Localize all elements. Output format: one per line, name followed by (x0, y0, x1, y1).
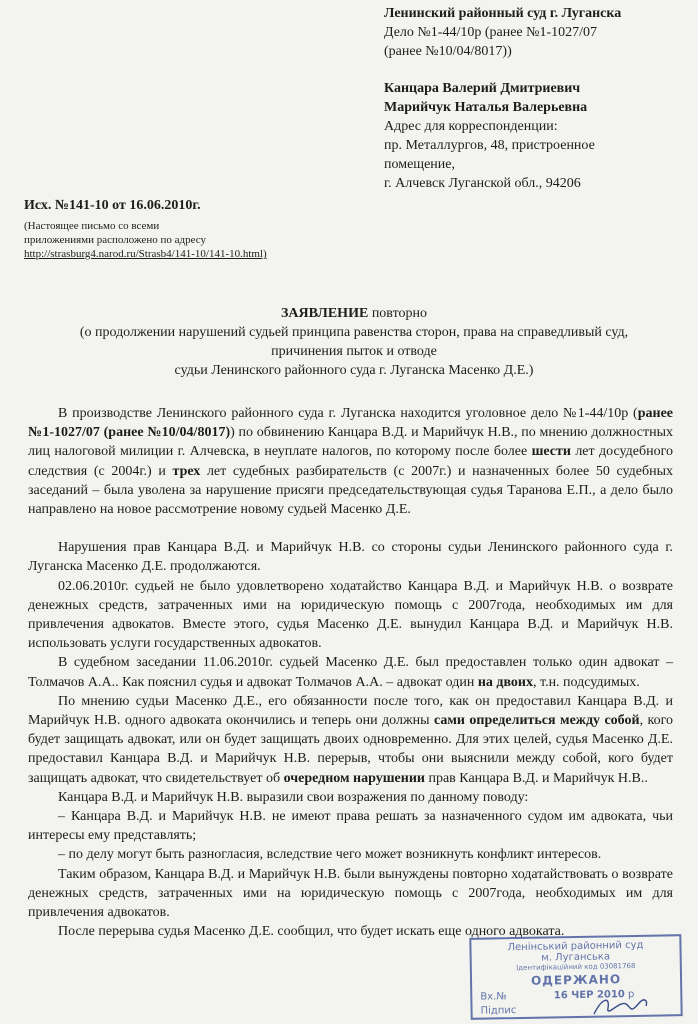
document-link[interactable]: http://strasburg4.narod.ru/Strasb4/141-10/141-10.html) (24, 248, 267, 260)
paragraph-8: – по делу могут быть разногласия, вследствие чего может возникнуть конфликт интересов. (58, 847, 602, 863)
title-repeat: повторно (368, 306, 427, 321)
stamp-year-suffix: р (627, 988, 635, 1001)
note-line-1: (Настоящее письмо со всеми (24, 220, 160, 232)
paragraph-5: По мнению судьи Масенко Д.Е., его обязанности после того, как он предоставил Канцара В.Д. и Марийчук Н.В. одного адвоката окончились и теперь они должны сами определиться между собой, кого будет защищать адвокат, или он будет защищать двоих одновременно. Для этих целей, судья Масенко Д.Е. предоставил Канцара В.Д. и Марийчук Н.В. перерыв, чтобы они выяснили между собой, кого будет защищать адвокат, что свидетельствует об очередном нарушении прав Канцара В.Д. и Марийчук Н.В.. (28, 693, 674, 786)
addressee-block (384, 4, 694, 193)
applicant-name-2: Марийчук Наталья Валерьевна (384, 100, 588, 115)
paragraph-6: Канцара В.Д. и Марийчук Н.В. выразили свои возражения по данному поводу: (58, 789, 529, 805)
outgoing-note (24, 219, 324, 261)
statement-title (24, 304, 684, 323)
stamp-received: ОДЕРЖАНО (530, 972, 622, 988)
stamp-city: м. Луганська (541, 951, 611, 964)
address-line-2: помещение, (384, 157, 455, 172)
subject-line-1: (о продолжении нарушений судьей принципа равенства сторон, права на справедливый суд, (79, 325, 629, 340)
stamp-date: 16 ЧЕР 2010 (553, 989, 625, 1002)
applicant-name-1: Канцара Валерий Дмитриевич (384, 81, 581, 96)
paragraph-1: В производстве Ленинского районного суда г. Луганска находится уголовное дело №1-44/10р (ранее №1-1027/07 (ранее №10/04/8017)) по обвинению Канцара В.Д. и Марийчук Н.В., по мнению должностных лиц налоговой милиции г. Алчевска, в неуплате налогов, по которому после более шести лет досудебного следствия (с 2004г.) и трех лет судебных разбирательств (с 2007г.) и назначенных более 50 судебных заседаний – была уволена за нарушение присяги председательствующая судья Таранова Е.П., а дело было направлено на новое рассмотрение новому судьей Масенко Д.Е. (28, 406, 674, 518)
stamp-in-label: Вх.№ (480, 991, 507, 1003)
statement-body (28, 404, 673, 941)
outgoing-reference (24, 197, 324, 261)
title-main: ЗАЯВЛЕНИЕ (281, 306, 369, 321)
stamp-sign-label: Підпис (480, 1005, 517, 1017)
paragraph-4: В судебном заседании 11.06.2010г. судьей Масенко Д.Е. был предоставлен только один адвокат – Толмачов А.А.. Как пояснил судья и адвокат Толмачов А.А. – адвокат один на двоих, т.н. подсудимых. (28, 655, 673, 690)
address-line-1: пр. Металлургов, 48, пристроенное (384, 138, 595, 153)
subject-line-3: судьи Ленинского районного суда г. Луганска Масенко Д.Е.) (174, 363, 534, 378)
paragraph-3: 02.06.2010г. судьей не было удовлетворено ходатайство Канцара В.Д. и Марийчук Н.В. о возврате денежных средств, затраченных ими на юридическую помощь с 2007года, необходимых им для привлечения адвокатов. Вместе этого, судья Масенко Д.Е. вынудил Канцара В.Д. и Марийчук Н.В. использовать услуги государственных адвокатов. (28, 578, 673, 652)
signature-icon (590, 992, 650, 1020)
paragraph-7: – Канцара В.Д. и Марийчук Н.В. не имеют права решать за назначенного судом им адвоката, чьи интересы ему представлять; (28, 809, 673, 844)
address-line-3: г. Алчевск Луганской обл., 94206 (384, 176, 581, 191)
case-number-previous: (ранее №10/04/8017)) (384, 44, 512, 59)
address-label: Адрес для корреспонденции: (384, 119, 558, 134)
paragraph-9: Таким образом, Канцара В.Д. и Марийчук Н.В. были вынуждены повторно ходатайствовать о возврате денежных средств, затраченных ими на юридическую помощь с 2007года, необходимых им для привлечения адвокатов. (28, 866, 673, 921)
stamp-code: Ідентифікаційний код 03081768 (516, 961, 636, 973)
note-line-2: приложениями расположено по адресу (24, 234, 206, 246)
court-received-stamp (469, 934, 682, 1020)
statement-title-block (24, 304, 684, 380)
paragraph-2: Нарушения прав Канцара В.Д. и Марийчук Н.В. со стороны судьи Ленинского районного суда г. Луганска Масенко Д.Е. продолжаются. (28, 540, 673, 575)
court-name: Ленинский районный суд г. Луганска (384, 6, 622, 21)
subject-line-2: причинения пыток и отводе (271, 344, 437, 359)
paragraph-10: После перерыва судья Масенко Д.Е. сообщил, что будет искать еще одного адвоката. (58, 924, 565, 940)
case-number: Дело №1-44/10р (ранее №1-1027/07 (384, 25, 598, 40)
stamp-court: Ленінський районний суд (507, 939, 644, 954)
outgoing-number: Исх. №141-10 от 16.06.2010г. (24, 198, 201, 213)
